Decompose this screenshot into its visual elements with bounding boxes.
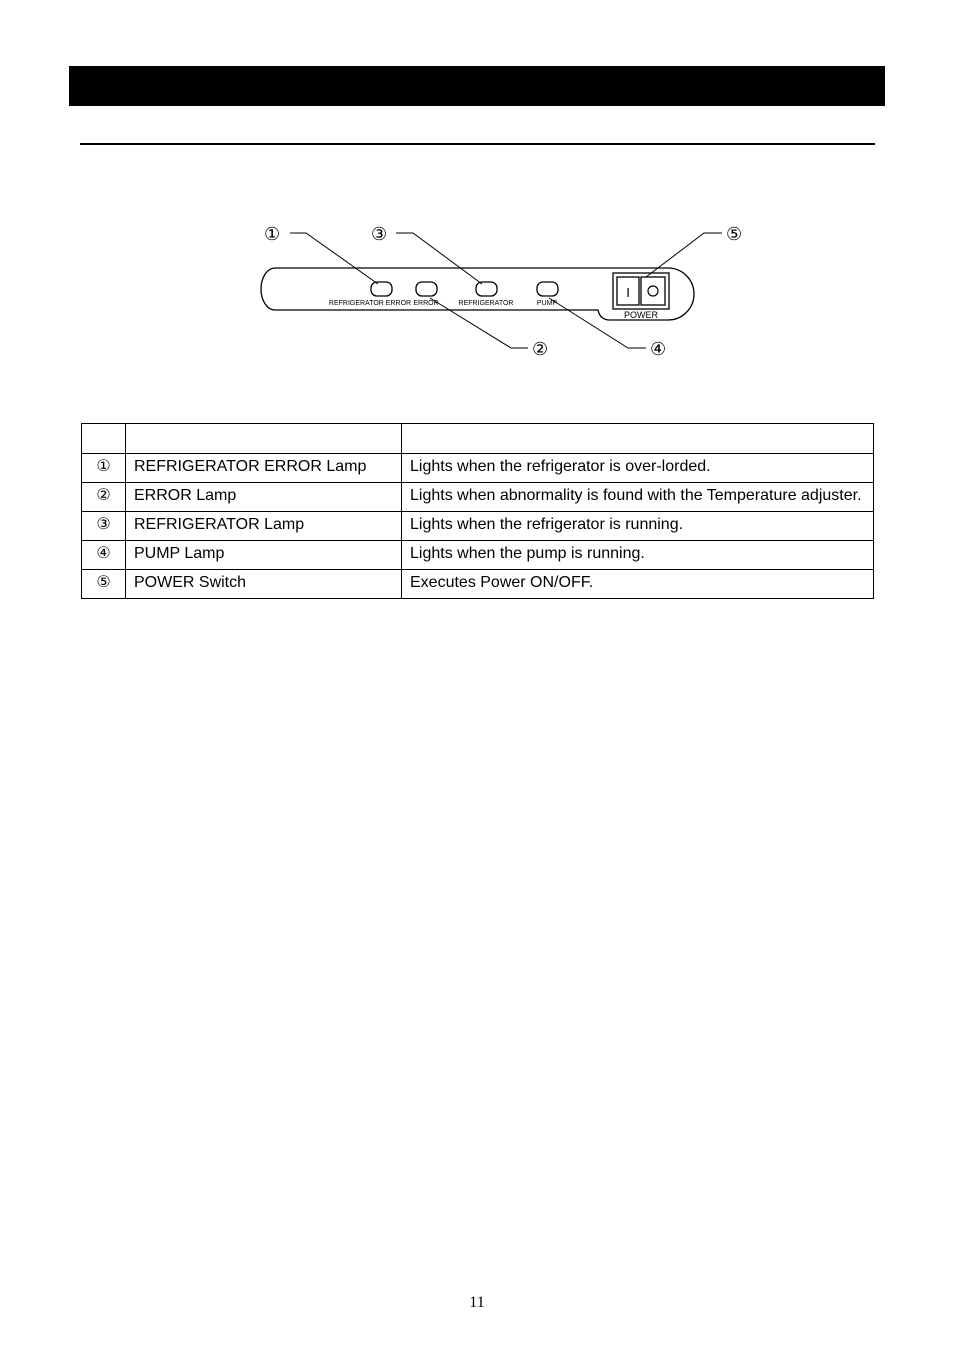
header-name <box>126 424 402 454</box>
component-table <box>81 423 874 599</box>
row-desc: Lights when the refrigerator is over-lorded. <box>402 454 874 483</box>
row-num: ② <box>82 483 126 512</box>
row-desc: Lights when the pump is running. <box>402 541 874 570</box>
row-name: REFRIGERATOR ERROR Lamp <box>126 454 402 483</box>
row-desc: Lights when the refrigerator is running. <box>402 512 874 541</box>
table-row <box>82 483 874 512</box>
lamp-refrigerator-error <box>371 282 392 296</box>
table-row <box>82 570 874 599</box>
lamp-refrigerator <box>476 282 497 296</box>
power-switch-off-side <box>641 277 665 305</box>
table-row <box>82 512 874 541</box>
row-name: PUMP Lamp <box>126 541 402 570</box>
lamp-label-refrigerator-error: REFRIGERATOR ERROR <box>328 300 412 307</box>
row-name: ERROR Lamp <box>126 483 402 512</box>
power-switch-off-circle-icon <box>648 286 658 296</box>
header-num <box>82 424 126 454</box>
leader-line-3 <box>396 233 482 284</box>
page-number: 11 <box>469 1294 485 1311</box>
row-desc: Lights when abnormality is found with the Temperature adjuster. <box>402 483 874 512</box>
table-row <box>82 454 874 483</box>
callout-3: ③ <box>371 224 388 245</box>
callout-1: ① <box>264 224 281 245</box>
power-switch-on-symbol: I <box>626 285 630 300</box>
row-num: ③ <box>82 512 126 541</box>
lamp-label-error: ERROR <box>413 300 439 307</box>
lamp-error <box>416 282 437 296</box>
row-num: ④ <box>82 541 126 570</box>
row-name: REFRIGERATOR Lamp <box>126 512 402 541</box>
table-row <box>82 541 874 570</box>
header-desc <box>402 424 874 454</box>
power-switch-label: POWER <box>623 310 659 320</box>
table-header-row <box>82 424 874 454</box>
row-name: POWER Switch <box>126 570 402 599</box>
lamp-label-refrigerator: REFRIGERATOR <box>458 300 514 307</box>
leader-line-1 <box>290 233 378 284</box>
lamp-label-pump: PUMP <box>536 300 558 307</box>
row-num: ① <box>82 454 126 483</box>
callout-4: ④ <box>650 339 667 360</box>
row-desc: Executes Power ON/OFF. <box>402 570 874 599</box>
lamp-pump <box>537 282 558 296</box>
callout-2: ② <box>532 339 549 360</box>
callout-5: ⑤ <box>726 224 743 245</box>
row-num: ⑤ <box>82 570 126 599</box>
control-panel-diagram <box>0 0 954 400</box>
leader-line-5 <box>646 233 722 277</box>
